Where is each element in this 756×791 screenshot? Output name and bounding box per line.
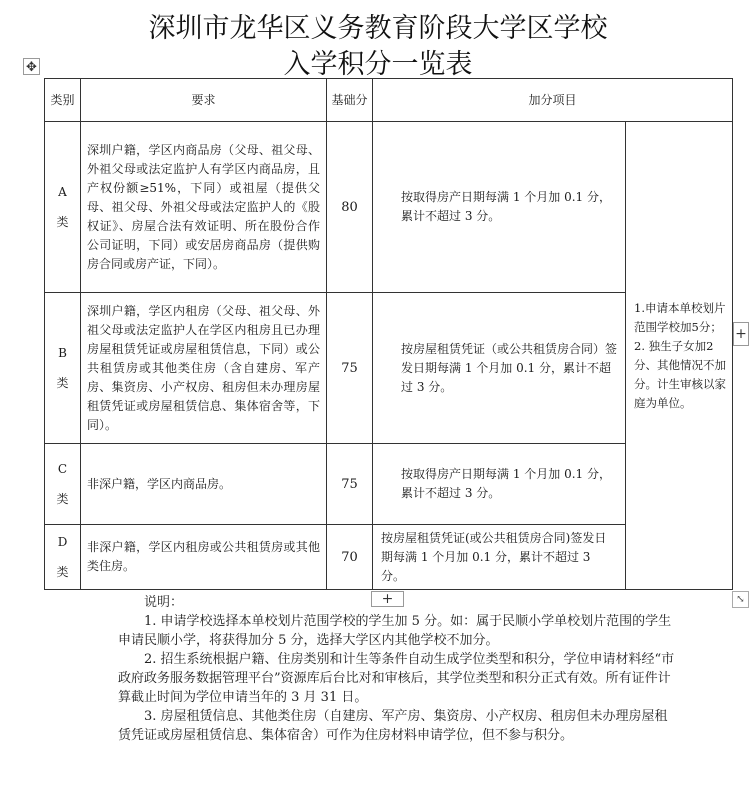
base-score-cell: 75 <box>327 293 373 444</box>
table-header-row <box>45 79 733 122</box>
score-table <box>44 78 733 590</box>
requirement-cell: 非深户籍，学区内商品房。 <box>81 444 327 525</box>
header-base-score: 基础分 <box>327 79 373 122</box>
header-category: 类别 <box>45 79 81 122</box>
bonus-cell: 按房屋租赁凭证(或公共租赁房合同)签发日期每满 1 个月加 0.1 分，累计不超过 3 分。 <box>373 525 626 590</box>
add-column-plus-icon[interactable]: + <box>733 322 749 346</box>
category-cell <box>45 293 81 444</box>
category-cell <box>45 122 81 293</box>
category-letter: D <box>57 535 68 549</box>
category-word: 类 <box>56 492 69 506</box>
requirement-cell: 深圳户籍，学区内租房（父母、祖父母、外祖父母或法定监护人在学区内租房且已办理房屋租赁凭证或房屋租赁信息，下同）或公共租赁房或其他类住房（含自建房、军产房、集资房、小产权房、租房但未办理房屋租赁凭证或房屋租赁信息、集体宿舍等，下同）。 <box>81 293 327 444</box>
category-word: 类 <box>56 376 69 390</box>
header-requirement: 要求 <box>81 79 327 122</box>
note-item: 2. 招生系统根据户籍、住房类别和计生等条件自动生成学位类型和积分，学位申请材料经“市政府政务服务数据管理平台”资源库后台比对和审核后，其学位类型和积分正式有效。所有证件计算截止时间为学位申请当年的 3 月 31 日。 <box>118 652 675 705</box>
bonus-cell: 按房屋租赁凭证（或公共租赁房合同）签发日期每满 1 个月加 0.1 分，累计不超过 3 分。 <box>373 293 626 444</box>
category-cell <box>45 525 81 590</box>
base-score-cell: 80 <box>327 122 373 293</box>
notes-heading: 说明： <box>144 595 184 610</box>
table-row <box>45 122 733 293</box>
document-title-line2: 入学积分一览表 <box>283 49 473 80</box>
header-bonus: 加分项目 <box>373 79 733 122</box>
requirement-cell: 深圳户籍，学区内商品房（父母、祖父母、外祖父母或法定监护人有学区内商品房，且产权份额≥51%，下同）或祖屋（提供父母、祖父母、外祖父母或法定监护人的《股权证》、房屋合法有效证明、所在股份合作公司证明，下同）或安居房商品房（提供购房合同或房产证，下同）。 <box>81 122 327 293</box>
note-item: 3. 房屋租赁信息、其他类住房（自建房、军产房、集资房、小产权房、租房但未办理房屋租赁凭证或房屋租赁信息、集体宿舍）可作为住房材料申请学位，但不参与积分。 <box>118 709 668 743</box>
category-word: 类 <box>56 565 69 579</box>
table-move-handle-icon[interactable]: ✥ <box>23 58 40 75</box>
base-score-cell: 75 <box>327 444 373 525</box>
category-word: 类 <box>56 215 69 229</box>
category-letter: C <box>57 462 68 476</box>
category-cell <box>45 444 81 525</box>
document-title-line1: 深圳市龙华区义务教育阶段大学区学校 <box>148 13 608 44</box>
add-row-plus-icon[interactable]: + <box>371 591 404 607</box>
table-resize-icon[interactable]: ⤡ <box>732 591 749 608</box>
category-letter: A <box>58 185 67 199</box>
category-letter: B <box>58 346 67 360</box>
requirement-cell: 非深户籍，学区内租房或公共租赁房或其他类住房。 <box>81 525 327 590</box>
bonus-side-note: 1.申请本单校划片范围学校加5分；2. 独生子女加2分、其他情况不加分。计生审核以家庭为单位。 <box>626 122 733 590</box>
base-score-cell: 70 <box>327 525 373 590</box>
bonus-cell: 按取得房产日期每满 1 个月加 0.1 分，累计不超过 3 分。 <box>373 122 626 293</box>
note-item: 1. 申请学校选择本单校划片范围学校的学生加 5 分。如：属于民顺小学单校划片范围的学生申请民顺小学，将获得加分 5 分，选择大学区内其他学校不加分。 <box>118 614 672 648</box>
bonus-cell: 按取得房产日期每满 1 个月加 0.1 分，累计不超过 3 分。 <box>373 444 626 525</box>
notes-section <box>118 593 678 745</box>
